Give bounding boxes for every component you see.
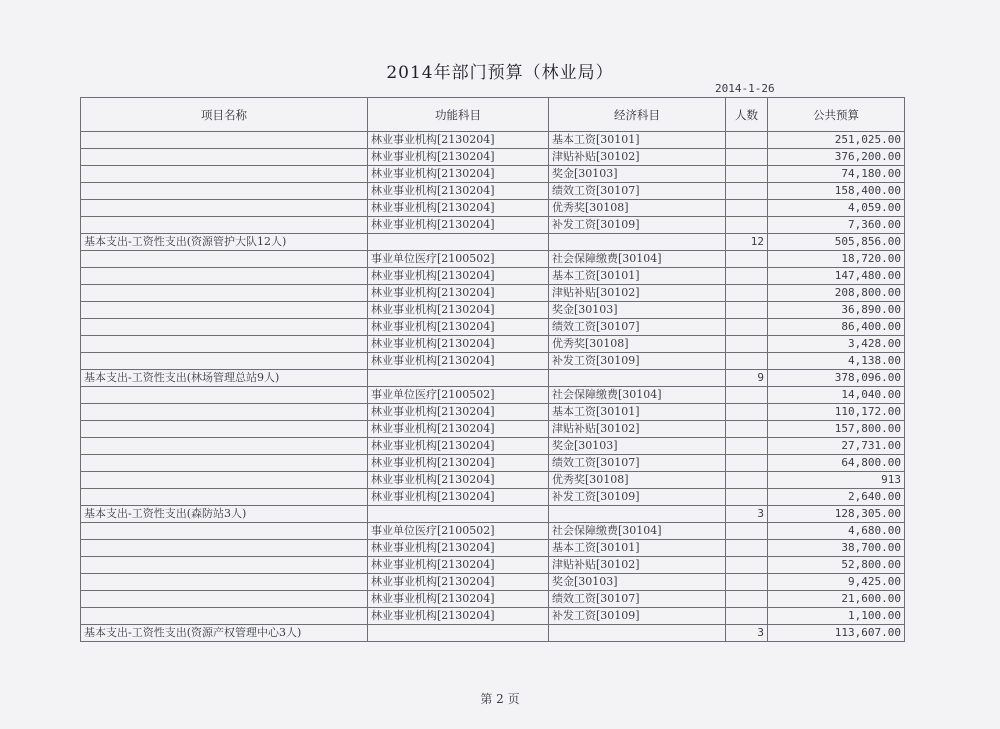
cell-headcount: 3 [726,625,768,642]
cell-headcount [726,523,768,540]
cell-headcount [726,302,768,319]
cell-project-name [81,149,368,166]
cell-function-subject: 林业事业机构[2130204] [368,149,549,166]
cell-public-budget: 376,200.00 [768,149,905,166]
cell-headcount [726,438,768,455]
cell-public-budget: 113,607.00 [768,625,905,642]
table-row [81,625,905,642]
table-row [81,268,905,285]
cell-headcount [726,268,768,285]
table-row [81,183,905,200]
cell-economic-subject: 基本工资[30101] [549,404,726,421]
cell-economic-subject: 补发工资[30109] [549,608,726,625]
cell-function-subject [368,234,549,251]
cell-public-budget: 110,172.00 [768,404,905,421]
cell-project-name [81,387,368,404]
cell-project-name [81,472,368,489]
table-row [81,336,905,353]
header-headcount: 人数 [726,98,768,132]
cell-function-subject: 林业事业机构[2130204] [368,557,549,574]
cell-public-budget: 38,700.00 [768,540,905,557]
cell-project-name [81,438,368,455]
cell-economic-subject: 基本工资[30101] [549,132,726,149]
cell-headcount [726,319,768,336]
cell-function-subject: 林业事业机构[2130204] [368,591,549,608]
table-row [81,200,905,217]
cell-project-name [81,251,368,268]
cell-economic-subject: 补发工资[30109] [549,489,726,506]
cell-public-budget: 4,059.00 [768,200,905,217]
cell-project-name [81,523,368,540]
cell-headcount [726,591,768,608]
cell-public-budget: 128,305.00 [768,506,905,523]
cell-project-name [81,217,368,234]
cell-economic-subject: 绩效工资[30107] [549,319,726,336]
cell-project-name [81,421,368,438]
cell-headcount: 3 [726,506,768,523]
page-number: 第 2 页 [480,692,520,706]
cell-economic-subject: 补发工资[30109] [549,217,726,234]
table-row [81,149,905,166]
page-title: 2014年部门预算（林业局） [386,63,614,83]
cell-function-subject: 林业事业机构[2130204] [368,421,549,438]
cell-function-subject [368,506,549,523]
header-public-budget: 公共预算 [768,98,905,132]
table-row [81,132,905,149]
cell-project-name: 基本支出-工资性支出(资源管护大队12人) [81,234,368,251]
table-row [81,608,905,625]
cell-project-name [81,285,368,302]
cell-public-budget: 21,600.00 [768,591,905,608]
cell-headcount [726,353,768,370]
cell-economic-subject: 社会保障缴费[30104] [549,387,726,404]
cell-headcount: 9 [726,370,768,387]
cell-economic-subject: 津贴补贴[30102] [549,285,726,302]
cell-project-name: 基本支出-工资性支出(森防站3人) [81,506,368,523]
table-row [81,540,905,557]
cell-project-name [81,268,368,285]
cell-economic-subject: 绩效工资[30107] [549,591,726,608]
cell-project-name [81,200,368,217]
cell-project-name [81,404,368,421]
cell-economic-subject: 优秀奖[30108] [549,336,726,353]
cell-function-subject: 林业事业机构[2130204] [368,336,549,353]
cell-function-subject: 林业事业机构[2130204] [368,268,549,285]
cell-public-budget: 36,890.00 [768,302,905,319]
cell-project-name [81,319,368,336]
table-row [81,353,905,370]
cell-public-budget: 52,800.00 [768,557,905,574]
cell-function-subject: 林业事业机构[2130204] [368,166,549,183]
cell-economic-subject: 奖金[30103] [549,302,726,319]
cell-function-subject: 林业事业机构[2130204] [368,489,549,506]
table-header-row [81,98,905,132]
cell-headcount [726,540,768,557]
cell-public-budget: 64,800.00 [768,455,905,472]
cell-economic-subject: 津贴补贴[30102] [549,557,726,574]
cell-economic-subject: 津贴补贴[30102] [549,149,726,166]
cell-project-name [81,166,368,183]
cell-economic-subject [549,370,726,387]
cell-function-subject: 林业事业机构[2130204] [368,302,549,319]
cell-public-budget: 913 [768,472,905,489]
table-row [81,319,905,336]
cell-public-budget: 9,425.00 [768,574,905,591]
cell-public-budget: 2,640.00 [768,489,905,506]
cell-function-subject: 林业事业机构[2130204] [368,217,549,234]
cell-headcount [726,574,768,591]
table-row [81,370,905,387]
cell-project-name [81,540,368,557]
cell-function-subject: 林业事业机构[2130204] [368,574,549,591]
cell-headcount [726,404,768,421]
cell-public-budget: 1,100.00 [768,608,905,625]
table-row [81,387,905,404]
cell-function-subject: 林业事业机构[2130204] [368,319,549,336]
cell-function-subject: 事业单位医疗[2100502] [368,251,549,268]
cell-headcount [726,285,768,302]
cell-public-budget: 158,400.00 [768,183,905,200]
cell-function-subject: 林业事业机构[2130204] [368,540,549,557]
cell-economic-subject: 基本工资[30101] [549,268,726,285]
cell-function-subject: 林业事业机构[2130204] [368,353,549,370]
cell-project-name [81,336,368,353]
table-row [81,404,905,421]
cell-public-budget: 251,025.00 [768,132,905,149]
cell-public-budget: 4,680.00 [768,523,905,540]
cell-function-subject: 林业事业机构[2130204] [368,472,549,489]
budget-table [80,97,905,642]
cell-headcount [726,200,768,217]
header-project-name: 项目名称 [81,98,368,132]
cell-economic-subject [549,506,726,523]
cell-public-budget: 86,400.00 [768,319,905,336]
table-row [81,421,905,438]
cell-project-name [81,302,368,319]
cell-function-subject: 林业事业机构[2130204] [368,183,549,200]
cell-function-subject: 林业事业机构[2130204] [368,200,549,217]
cell-public-budget: 74,180.00 [768,166,905,183]
table-row [81,472,905,489]
table-row [81,523,905,540]
table-row [81,455,905,472]
cell-project-name [81,557,368,574]
cell-economic-subject: 奖金[30103] [549,166,726,183]
cell-economic-subject: 社会保障缴费[30104] [549,251,726,268]
cell-public-budget: 14,040.00 [768,387,905,404]
table-row [81,251,905,268]
table-row [81,217,905,234]
cell-function-subject: 林业事业机构[2130204] [368,132,549,149]
cell-project-name: 基本支出-工资性支出(林场管理总站9人) [81,370,368,387]
cell-public-budget: 18,720.00 [768,251,905,268]
cell-headcount [726,183,768,200]
cell-public-budget: 147,480.00 [768,268,905,285]
table-row [81,438,905,455]
cell-public-budget: 7,360.00 [768,217,905,234]
cell-economic-subject: 奖金[30103] [549,438,726,455]
cell-public-budget: 4,138.00 [768,353,905,370]
cell-economic-subject: 绩效工资[30107] [549,183,726,200]
cell-economic-subject [549,625,726,642]
cell-project-name [81,489,368,506]
cell-function-subject: 林业事业机构[2130204] [368,285,549,302]
cell-project-name [81,608,368,625]
cell-project-name [81,132,368,149]
cell-function-subject: 林业事业机构[2130204] [368,404,549,421]
table-row [81,285,905,302]
cell-project-name [81,353,368,370]
cell-economic-subject: 奖金[30103] [549,574,726,591]
cell-public-budget: 157,800.00 [768,421,905,438]
cell-headcount [726,421,768,438]
cell-function-subject [368,625,549,642]
cell-project-name [81,455,368,472]
table-row [81,591,905,608]
cell-headcount [726,472,768,489]
cell-function-subject: 林业事业机构[2130204] [368,455,549,472]
cell-economic-subject: 补发工资[30109] [549,353,726,370]
cell-headcount [726,455,768,472]
table-row [81,506,905,523]
cell-function-subject: 事业单位医疗[2100502] [368,523,549,540]
cell-function-subject: 事业单位医疗[2100502] [368,387,549,404]
cell-public-budget: 3,428.00 [768,336,905,353]
cell-project-name [81,591,368,608]
cell-public-budget: 378,096.00 [768,370,905,387]
table-row [81,166,905,183]
cell-headcount [726,132,768,149]
cell-economic-subject: 优秀奖[30108] [549,472,726,489]
table-row [81,489,905,506]
table-body [81,132,905,642]
table-row [81,574,905,591]
cell-project-name: 基本支出-工资性支出(资源产权管理中心3人) [81,625,368,642]
cell-headcount [726,166,768,183]
cell-headcount [726,336,768,353]
cell-headcount [726,489,768,506]
cell-economic-subject [549,234,726,251]
cell-function-subject: 林业事业机构[2130204] [368,608,549,625]
cell-headcount [726,608,768,625]
cell-function-subject [368,370,549,387]
table-row [81,234,905,251]
cell-headcount: 12 [726,234,768,251]
cell-economic-subject: 基本工资[30101] [549,540,726,557]
document-date: 2014-1-26 [715,82,775,95]
cell-project-name [81,183,368,200]
cell-project-name [81,574,368,591]
cell-economic-subject: 绩效工资[30107] [549,455,726,472]
cell-headcount [726,557,768,574]
cell-headcount [726,217,768,234]
header-function-subject: 功能科目 [368,98,549,132]
table-row [81,302,905,319]
cell-economic-subject: 社会保障缴费[30104] [549,523,726,540]
cell-economic-subject: 优秀奖[30108] [549,200,726,217]
cell-public-budget: 208,800.00 [768,285,905,302]
header-economic-subject: 经济科目 [549,98,726,132]
cell-headcount [726,251,768,268]
cell-public-budget: 505,856.00 [768,234,905,251]
cell-public-budget: 27,731.00 [768,438,905,455]
cell-headcount [726,149,768,166]
cell-function-subject: 林业事业机构[2130204] [368,438,549,455]
cell-headcount [726,387,768,404]
table-row [81,557,905,574]
cell-economic-subject: 津贴补贴[30102] [549,421,726,438]
